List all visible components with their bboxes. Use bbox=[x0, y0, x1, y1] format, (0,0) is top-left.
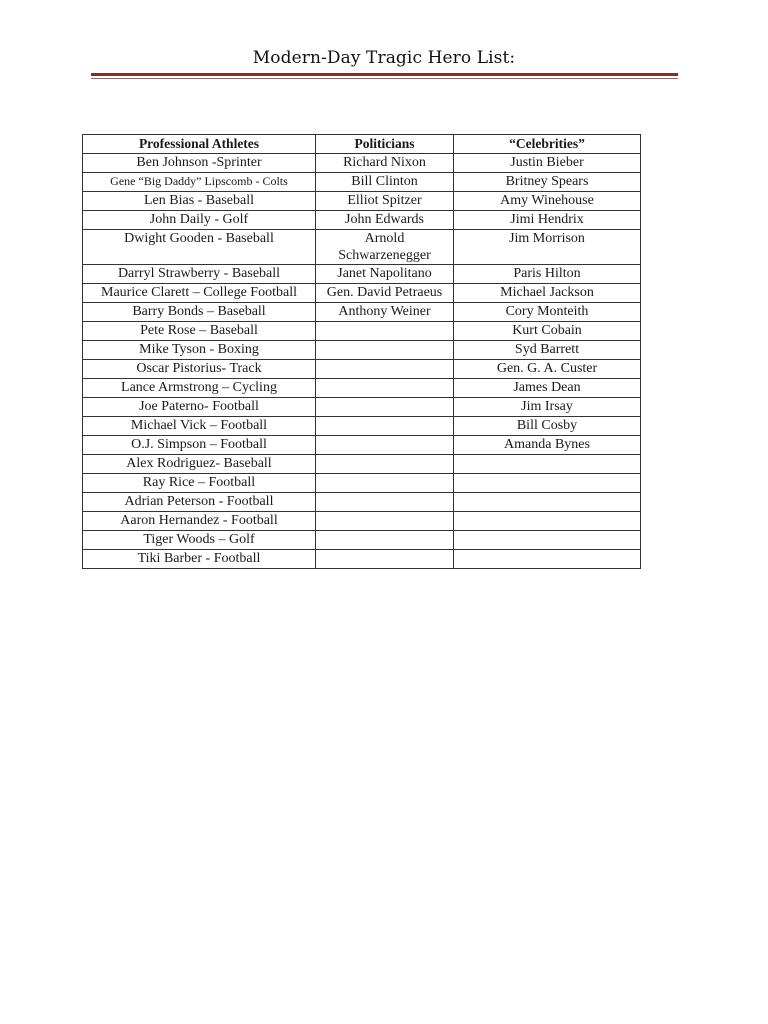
politician-cell: John Edwards bbox=[316, 211, 454, 230]
table-row bbox=[83, 398, 641, 417]
athlete-cell: Barry Bonds – Baseball bbox=[83, 303, 316, 322]
athlete-cell: Ben Johnson -Sprinter bbox=[83, 154, 316, 173]
celebrity-cell: James Dean bbox=[454, 379, 641, 398]
table-row bbox=[83, 284, 641, 303]
politician-cell bbox=[316, 360, 454, 379]
politician-cell bbox=[316, 493, 454, 512]
politician-cell bbox=[316, 550, 454, 569]
table-row bbox=[83, 265, 641, 284]
politician-cell bbox=[316, 398, 454, 417]
athlete-cell: Gene “Big Daddy” Lipscomb - Colts bbox=[83, 173, 316, 192]
celebrity-cell: Kurt Cobain bbox=[454, 322, 641, 341]
athlete-cell: Adrian Peterson - Football bbox=[83, 493, 316, 512]
table-row bbox=[83, 192, 641, 211]
table-row bbox=[83, 531, 641, 550]
table-row bbox=[83, 154, 641, 173]
athlete-cell: Lance Armstrong – Cycling bbox=[83, 379, 316, 398]
celebrity-cell: Britney Spears bbox=[454, 173, 641, 192]
column-header-athletes: Professional Athletes bbox=[83, 135, 316, 154]
table-row bbox=[83, 379, 641, 398]
celebrity-cell: Amanda Bynes bbox=[454, 436, 641, 455]
politician-cell: Elliot Spitzer bbox=[316, 192, 454, 211]
politician-cell: Gen. David Petraeus bbox=[316, 284, 454, 303]
celebrity-cell: Jim Morrison bbox=[454, 230, 641, 265]
table-row bbox=[83, 512, 641, 531]
celebrity-cell bbox=[454, 531, 641, 550]
politician-cell bbox=[316, 531, 454, 550]
athlete-cell: Pete Rose – Baseball bbox=[83, 322, 316, 341]
athlete-cell: Ray Rice – Football bbox=[83, 474, 316, 493]
table-row bbox=[83, 474, 641, 493]
athlete-cell: John Daily - Golf bbox=[83, 211, 316, 230]
celebrity-cell bbox=[454, 455, 641, 474]
table-row bbox=[83, 303, 641, 322]
table-row bbox=[83, 341, 641, 360]
table-row bbox=[83, 173, 641, 192]
politician-cell: Anthony Weiner bbox=[316, 303, 454, 322]
celebrity-cell: Gen. G. A. Custer bbox=[454, 360, 641, 379]
celebrity-cell: Bill Cosby bbox=[454, 417, 641, 436]
athlete-cell: Michael Vick – Football bbox=[83, 417, 316, 436]
celebrity-cell: Amy Winehouse bbox=[454, 192, 641, 211]
table-header-row bbox=[83, 135, 641, 154]
athlete-cell: Oscar Pistorius- Track bbox=[83, 360, 316, 379]
table-row bbox=[83, 455, 641, 474]
politician-cell bbox=[316, 341, 454, 360]
table-row bbox=[83, 322, 641, 341]
politician-cell: Janet Napolitano bbox=[316, 265, 454, 284]
athlete-cell: Aaron Hernandez - Football bbox=[83, 512, 316, 531]
celebrity-cell: Paris Hilton bbox=[454, 265, 641, 284]
table-row bbox=[83, 360, 641, 379]
politician-cell bbox=[316, 436, 454, 455]
athlete-cell: Dwight Gooden - Baseball bbox=[83, 230, 316, 265]
title-rule-thin bbox=[91, 78, 678, 79]
athlete-cell: Joe Paterno- Football bbox=[83, 398, 316, 417]
politician-cell: Arnold Schwarzenegger bbox=[316, 230, 454, 265]
celebrity-cell: Justin Bieber bbox=[454, 154, 641, 173]
athlete-cell: Tiger Woods – Golf bbox=[83, 531, 316, 550]
athlete-cell: Alex Rodriguez- Baseball bbox=[83, 455, 316, 474]
politician-cell: Richard Nixon bbox=[316, 154, 454, 173]
politician-cell bbox=[316, 512, 454, 531]
tragic-hero-table bbox=[82, 134, 641, 569]
athlete-cell: Tiki Barber - Football bbox=[83, 550, 316, 569]
athlete-cell: Maurice Clarett – College Football bbox=[83, 284, 316, 303]
celebrity-cell: Jimi Hendrix bbox=[454, 211, 641, 230]
athlete-cell: O.J. Simpson – Football bbox=[83, 436, 316, 455]
celebrity-cell bbox=[454, 493, 641, 512]
celebrity-cell: Michael Jackson bbox=[454, 284, 641, 303]
celebrity-cell: Cory Monteith bbox=[454, 303, 641, 322]
politician-cell bbox=[316, 474, 454, 493]
celebrity-cell bbox=[454, 512, 641, 531]
table-row bbox=[83, 230, 641, 265]
table-row bbox=[83, 211, 641, 230]
celebrity-cell: Jim Irsay bbox=[454, 398, 641, 417]
table-row bbox=[83, 550, 641, 569]
celebrity-cell bbox=[454, 550, 641, 569]
politician-cell bbox=[316, 417, 454, 436]
column-header-celebrities: “Celebrities” bbox=[454, 135, 641, 154]
celebrity-cell bbox=[454, 474, 641, 493]
politician-cell bbox=[316, 322, 454, 341]
column-header-politicians: Politicians bbox=[316, 135, 454, 154]
politician-cell bbox=[316, 455, 454, 474]
table-row bbox=[83, 493, 641, 512]
page-title: Modern-Day Tragic Hero List: bbox=[252, 48, 516, 68]
title-rule-thick bbox=[91, 73, 678, 76]
athlete-cell: Len Bias - Baseball bbox=[83, 192, 316, 211]
politician-cell: Bill Clinton bbox=[316, 173, 454, 192]
table-row bbox=[83, 436, 641, 455]
celebrity-cell: Syd Barrett bbox=[454, 341, 641, 360]
athlete-cell: Mike Tyson - Boxing bbox=[83, 341, 316, 360]
table-row bbox=[83, 417, 641, 436]
athlete-cell: Darryl Strawberry - Baseball bbox=[83, 265, 316, 284]
politician-cell bbox=[316, 379, 454, 398]
